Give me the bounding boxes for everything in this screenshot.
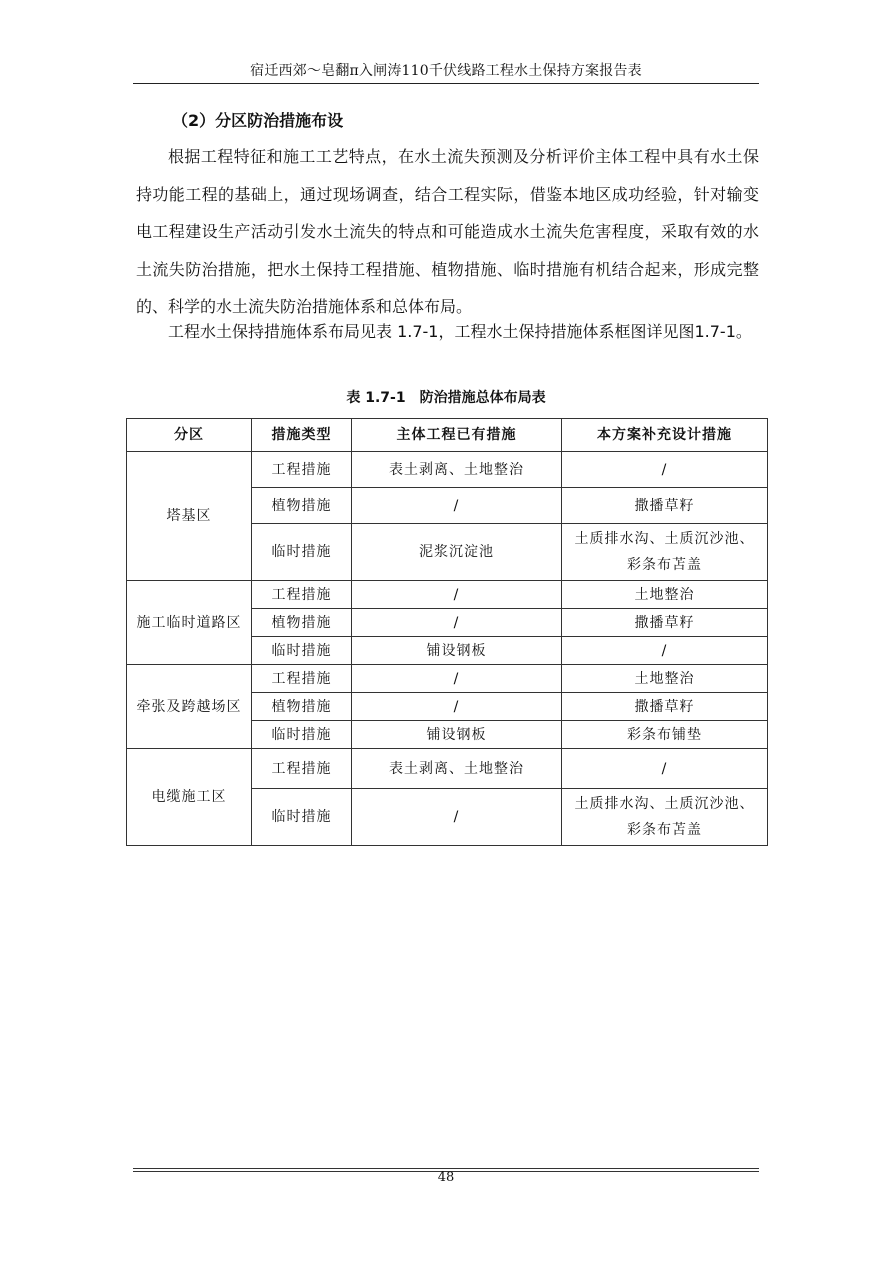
zone-cell: 塔基区 [127, 452, 252, 581]
table-row [127, 749, 768, 789]
footer-rule-top [133, 1168, 759, 1169]
table-header-row [127, 419, 768, 452]
table-caption: 表 1.7-1 防治措施总体布局表 [346, 390, 546, 406]
header-measure-type: 措施类型 [252, 419, 352, 452]
existing-measure-cell: 表土剥离、土地整治 [352, 749, 562, 789]
header-existing-measures: 主体工程已有措施 [352, 419, 562, 452]
table-row [127, 581, 768, 609]
measure-type-cell: 植物措施 [252, 609, 352, 637]
supplement-measure-cell: / [562, 637, 768, 665]
measure-type-cell: 工程措施 [252, 665, 352, 693]
zone-cell: 牵张及跨越场区 [127, 665, 252, 749]
existing-measure-cell: / [352, 488, 562, 524]
body-paragraph-2: 工程水土保持措施体系布局见表 1.7-1，工程水土保持措施体系框图详见图1.7-1。 [168, 322, 752, 341]
header-zone: 分区 [127, 419, 252, 452]
measure-type-cell: 工程措施 [252, 749, 352, 789]
table-row [127, 665, 768, 693]
existing-measure-cell: / [352, 665, 562, 693]
measure-type-cell: 临时措施 [252, 789, 352, 846]
existing-measure-cell: 泥浆沉淀池 [352, 524, 562, 581]
supplement-measure-cell: 土质排水沟、土质沉沙池、彩条布苫盖 [562, 789, 768, 846]
supplement-measure-cell: / [562, 749, 768, 789]
supplement-measure-cell: / [562, 452, 768, 488]
existing-measure-cell: / [352, 789, 562, 846]
section-heading: （2）分区防治措施布设 [172, 111, 344, 130]
header-rule [133, 83, 759, 84]
supplement-measure-cell: 土地整治 [562, 665, 768, 693]
existing-measure-cell: 铺设钢板 [352, 637, 562, 665]
supplement-measure-cell: 土地整治 [562, 581, 768, 609]
measure-type-cell: 工程措施 [252, 452, 352, 488]
existing-measure-cell: / [352, 693, 562, 721]
measure-type-cell: 临时措施 [252, 721, 352, 749]
running-header-title: 宿迁西郊～皂翻π入闸涛110千伏线路工程水土保持方案报告表 [250, 63, 642, 79]
supplement-measure-cell: 撒播草籽 [562, 693, 768, 721]
table-row [127, 452, 768, 488]
zone-cell: 施工临时道路区 [127, 581, 252, 665]
existing-measure-cell: 表土剥离、土地整治 [352, 452, 562, 488]
header-supplement-measures: 本方案补充设计措施 [562, 419, 768, 452]
existing-measure-cell: / [352, 581, 562, 609]
measure-type-cell: 植物措施 [252, 693, 352, 721]
existing-measure-cell: / [352, 609, 562, 637]
supplement-measure-cell: 彩条布铺垫 [562, 721, 768, 749]
page-number: 48 [437, 1170, 455, 1185]
measure-type-cell: 工程措施 [252, 581, 352, 609]
measure-type-cell: 临时措施 [252, 524, 352, 581]
supplement-measure-cell: 撒播草籽 [562, 488, 768, 524]
measure-type-cell: 植物措施 [252, 488, 352, 524]
supplement-measure-cell: 土质排水沟、土质沉沙池、彩条布苫盖 [562, 524, 768, 581]
existing-measure-cell: 铺设钢板 [352, 721, 562, 749]
supplement-measure-cell: 撒播草籽 [562, 609, 768, 637]
zone-cell: 电缆施工区 [127, 749, 252, 846]
measures-table [126, 418, 768, 846]
body-paragraph-1: 根据工程特征和施工工艺特点，在水土流失预测及分析评价主体工程中具有水土保持功能工程的基础上，通过现场调查，结合工程实际，借鉴本地区成功经验，针对输变电工程建设生产活动引发水土流失的特点和可能造成水土流失危害程度，采取有效的水土流失防治措施，把水土保持工程措施、植物措施、临时措施有机结合起来，形成完整的、科学的水土流失防治措施体系和总体布局。 [136, 147, 759, 316]
measure-type-cell: 临时措施 [252, 637, 352, 665]
